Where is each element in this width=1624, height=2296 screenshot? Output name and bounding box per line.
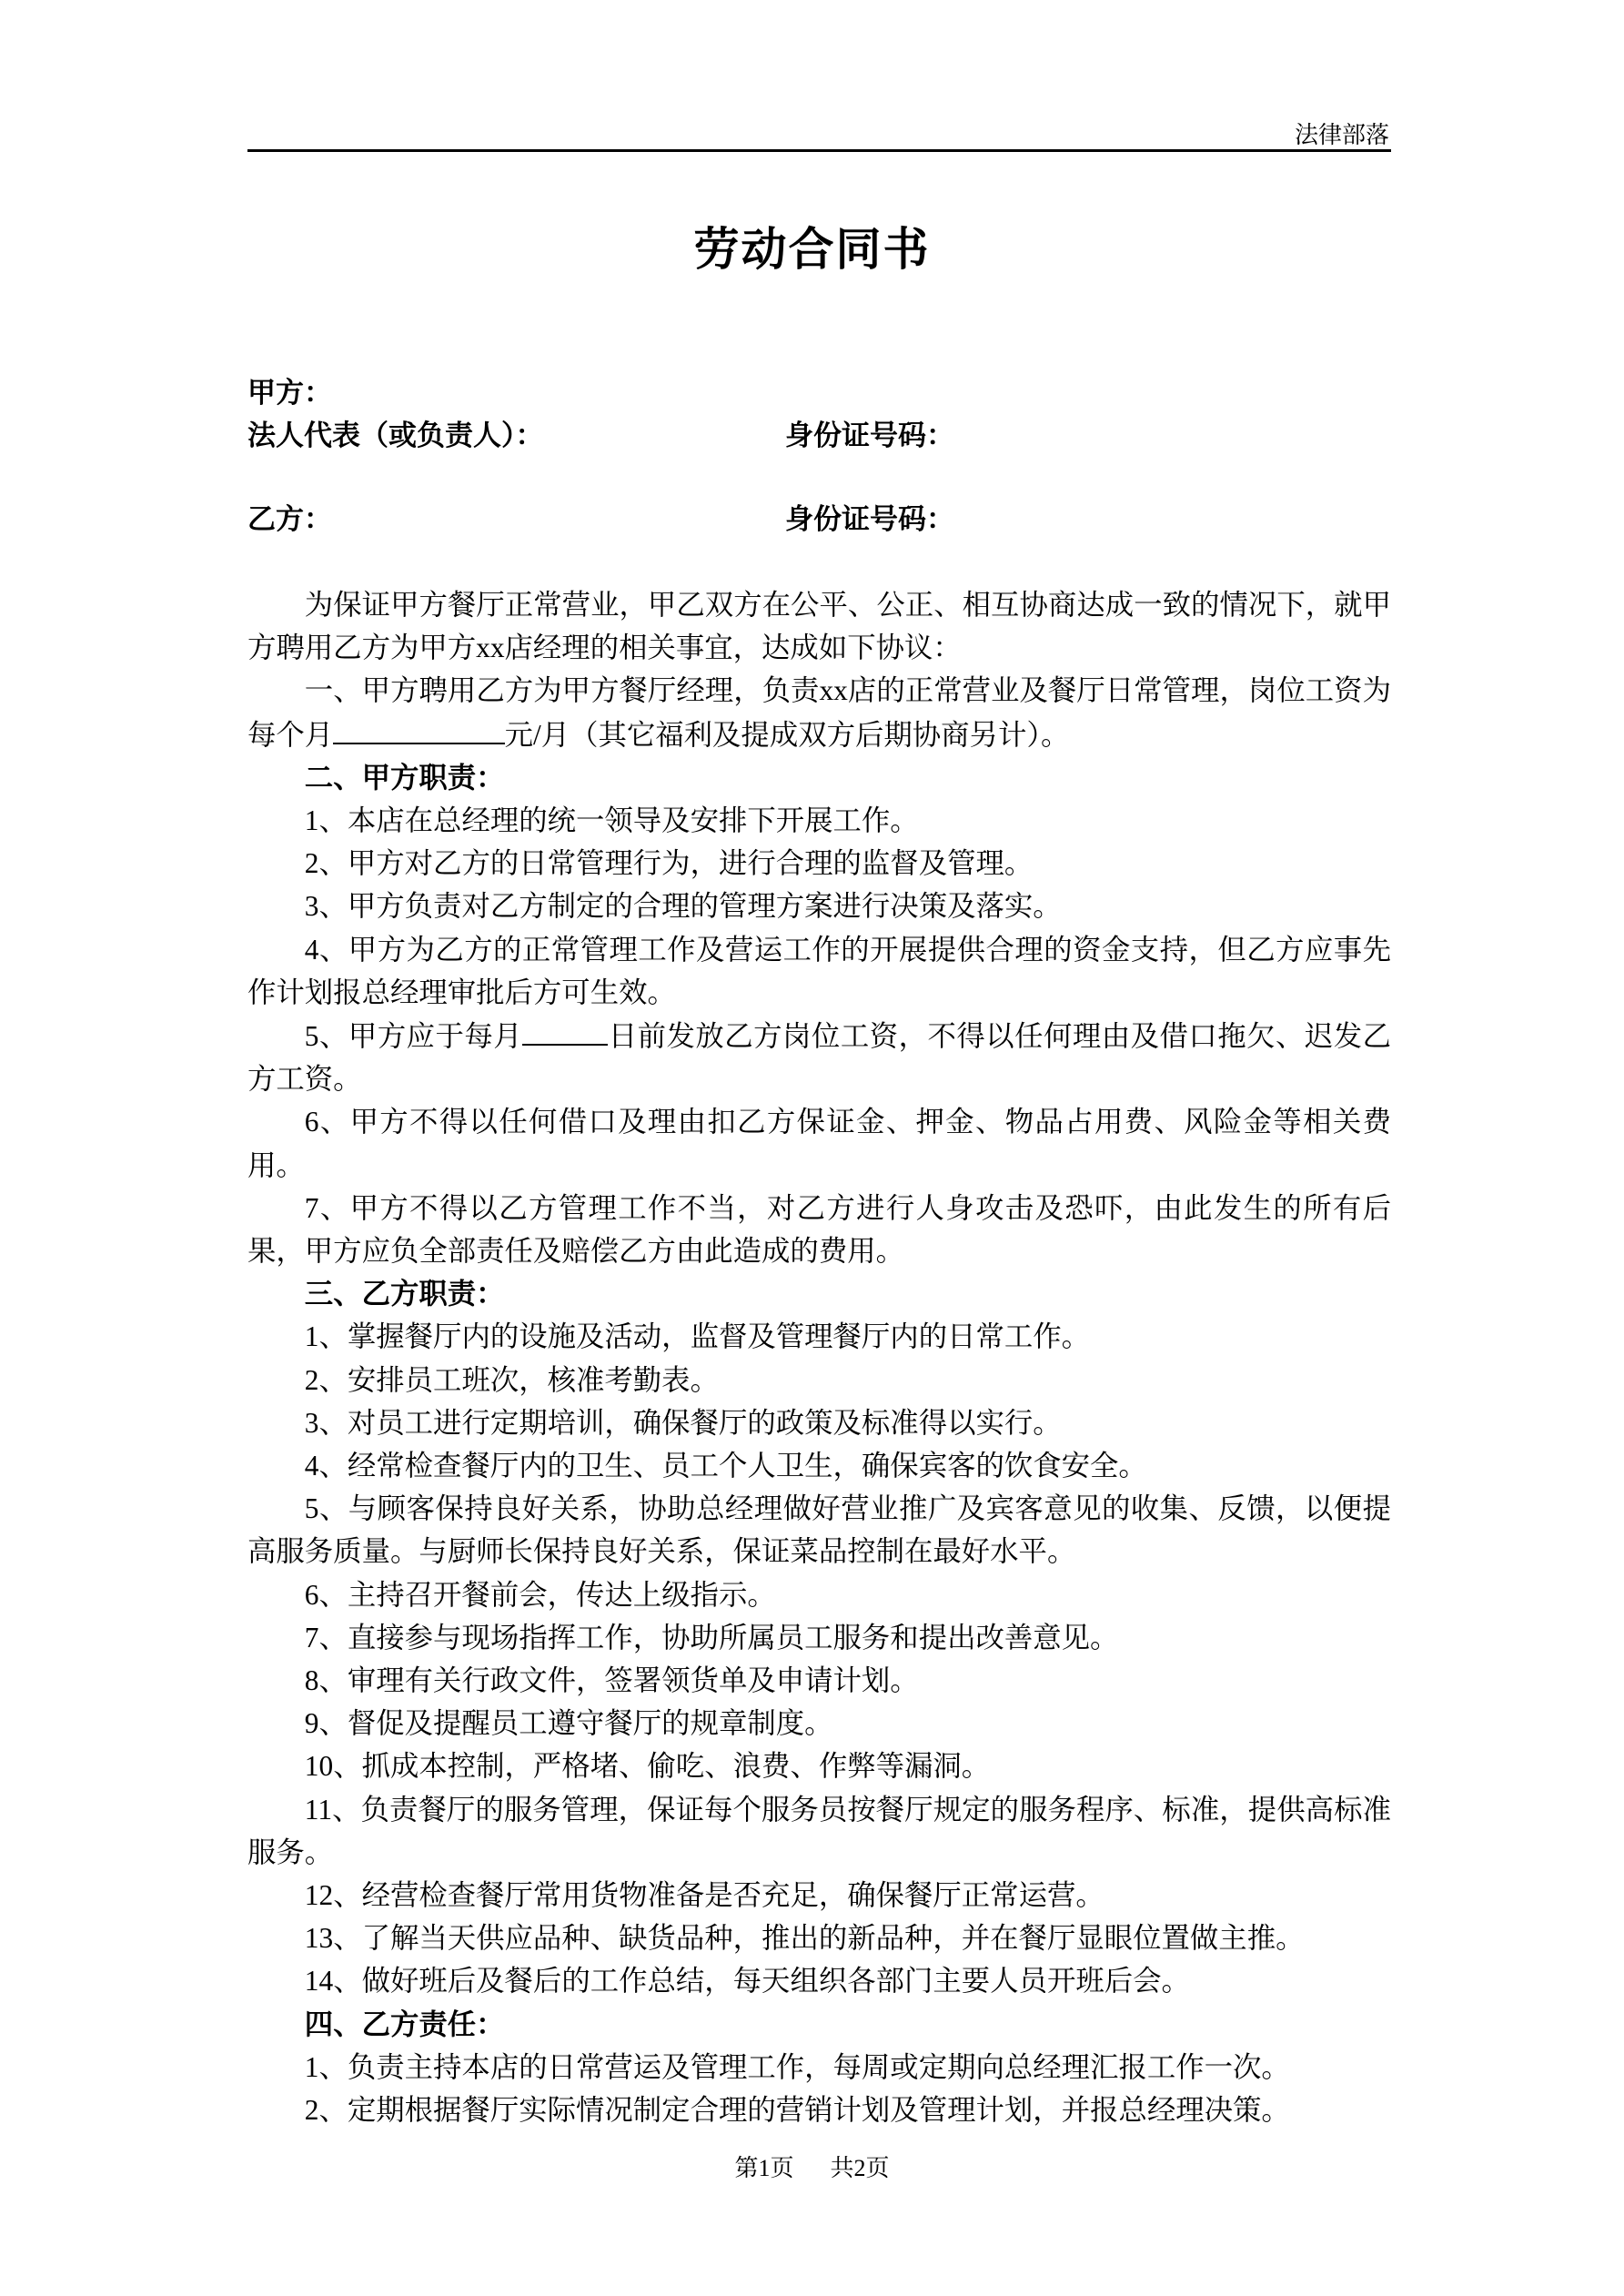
legal-rep-label: 法人代表（或负责人）：	[247, 420, 544, 451]
header-brand: 法律部落	[1294, 122, 1389, 148]
section-2-item: 3、甲方负责对乙方制定的合理的管理方案进行决策及落实。	[304, 890, 1062, 923]
header-divider	[247, 149, 1391, 152]
salary-blank	[333, 713, 504, 744]
id-b-label: 身份证号码：	[785, 503, 954, 535]
section-3-item: 6、主持召开餐前会，传达上级指示。	[304, 1578, 776, 1611]
intro-paragraph: 为保证甲方餐厅正常营业，甲乙双方在公平、公正、相互协商达成一致的情况下，就甲方聘用乙方为甲方xx店经理的相关事宜，达成如下协议：	[247, 589, 1391, 664]
page-footer	[0, 2149, 1624, 2183]
section-2-heading: 二、甲方职责：	[304, 761, 505, 794]
section-2-item-5	[247, 1014, 1391, 1100]
party-a-label: 甲方：	[247, 377, 332, 409]
section-3-item: 9、督促及提醒员工遵守餐厅的规章制度。	[304, 1707, 833, 1740]
clause-1-tail: 元/月（其它福利及提成双方后期协商另计）。	[504, 718, 1070, 751]
document-title: 劳动合同书	[693, 224, 931, 275]
contract-body	[247, 583, 1391, 2131]
payday-blank	[522, 1014, 608, 1046]
section-2-item: 7、甲方不得以乙方管理工作不当，对乙方进行人身攻击及恐吓，由此发生的所有后果，甲方应负全部责任及赔偿乙方由此造成的费用。	[247, 1191, 1391, 1267]
section-3-item: 3、对员工进行定期培训，确保餐厅的政策及标准得以实行。	[304, 1406, 1062, 1439]
section-3-heading: 三、乙方职责：	[304, 1278, 505, 1310]
section-2-item: 1、本店在总经理的统一领导及安排下开展工作。	[304, 804, 919, 836]
section-2-item: 6、甲方不得以任何借口及理由扣乙方保证金、押金、物品占用费、风险金等相关费用。	[247, 1106, 1391, 1181]
section-4-item: 2、定期根据餐厅实际情况制定合理的营销计划及管理计划，并报总经理决策。	[304, 2094, 1290, 2127]
section-3-item: 13、了解当天供应品种、缺货品种，推出的新品种，并在餐厅显眼位置做主推。	[304, 1922, 1305, 1955]
section-3-item: 1、掌握餐厅内的设施及活动，监督及管理餐厅内的日常工作。	[304, 1320, 1091, 1353]
id-a-label: 身份证号码：	[785, 420, 954, 451]
section-3-item: 10、抓成本控制，严格堵、偷吃、浪费、作弊等漏洞。	[304, 1750, 991, 1783]
clause-1	[247, 669, 1391, 755]
section-3-item: 8、审理有关行政文件，签署领货单及申请计划。	[304, 1664, 919, 1697]
item-5-tail: 日前发放乙方岗位工资，不得以任何理由及借口拖欠、迟发乙方工资。	[247, 1019, 1391, 1096]
section-3-item: 11、负责餐厅的服务管理，保证每个服务员按餐厅规定的服务程序、标准，提供高标准服务。	[247, 1793, 1391, 1868]
section-3-item: 4、经常检查餐厅内的卫生、员工个人卫生，确保宾客的饮食安全。	[304, 1450, 1147, 1482]
parties-block	[247, 371, 1391, 541]
party-b-label: 乙方：	[247, 503, 332, 535]
page-total: 共2页	[830, 2155, 890, 2181]
page-number: 第1页	[734, 2155, 794, 2181]
section-4-item: 1、负责主持本店的日常营运及管理工作，每周或定期向总经理汇报工作一次。	[304, 2050, 1290, 2083]
section-3-item: 7、直接参与现场指挥工作，协助所属员工服务和提出改善意见。	[304, 1621, 1119, 1654]
section-3-item: 14、做好班后及餐后的工作总结，每天组织各部门主要人员开班后会。	[304, 1965, 1190, 1998]
section-3-item: 12、经营检查餐厅常用货物准备是否充足，确保餐厅正常运营。	[304, 1879, 1105, 1912]
item-5-text: 5、甲方应于每月	[304, 1019, 523, 1052]
section-2-item: 2、甲方对乙方的日常管理行为，进行合理的监督及管理。	[304, 847, 1034, 880]
section-3-item: 5、与顾客保持良好关系，协助总经理做好营业推广及宾客意见的收集、反馈，以便提高服务质量。与厨师长保持良好关系，保证菜品控制在最好水平。	[247, 1492, 1391, 1568]
section-2-item: 4、甲方为乙方的正常管理工作及营运工作的开展提供合理的资金支持，但乙方应事先作计划报总经理审批后方可生效。	[247, 933, 1391, 1008]
clause-1-text: 一、甲方聘用乙方为甲方餐厅经理，负责xx店的正常营业及餐厅日常管理，岗位工资为每个月	[247, 674, 1391, 751]
section-4-heading: 四、乙方责任：	[304, 2008, 505, 2040]
section-3-item: 2、安排员工班次，核准考勤表。	[304, 1363, 719, 1396]
